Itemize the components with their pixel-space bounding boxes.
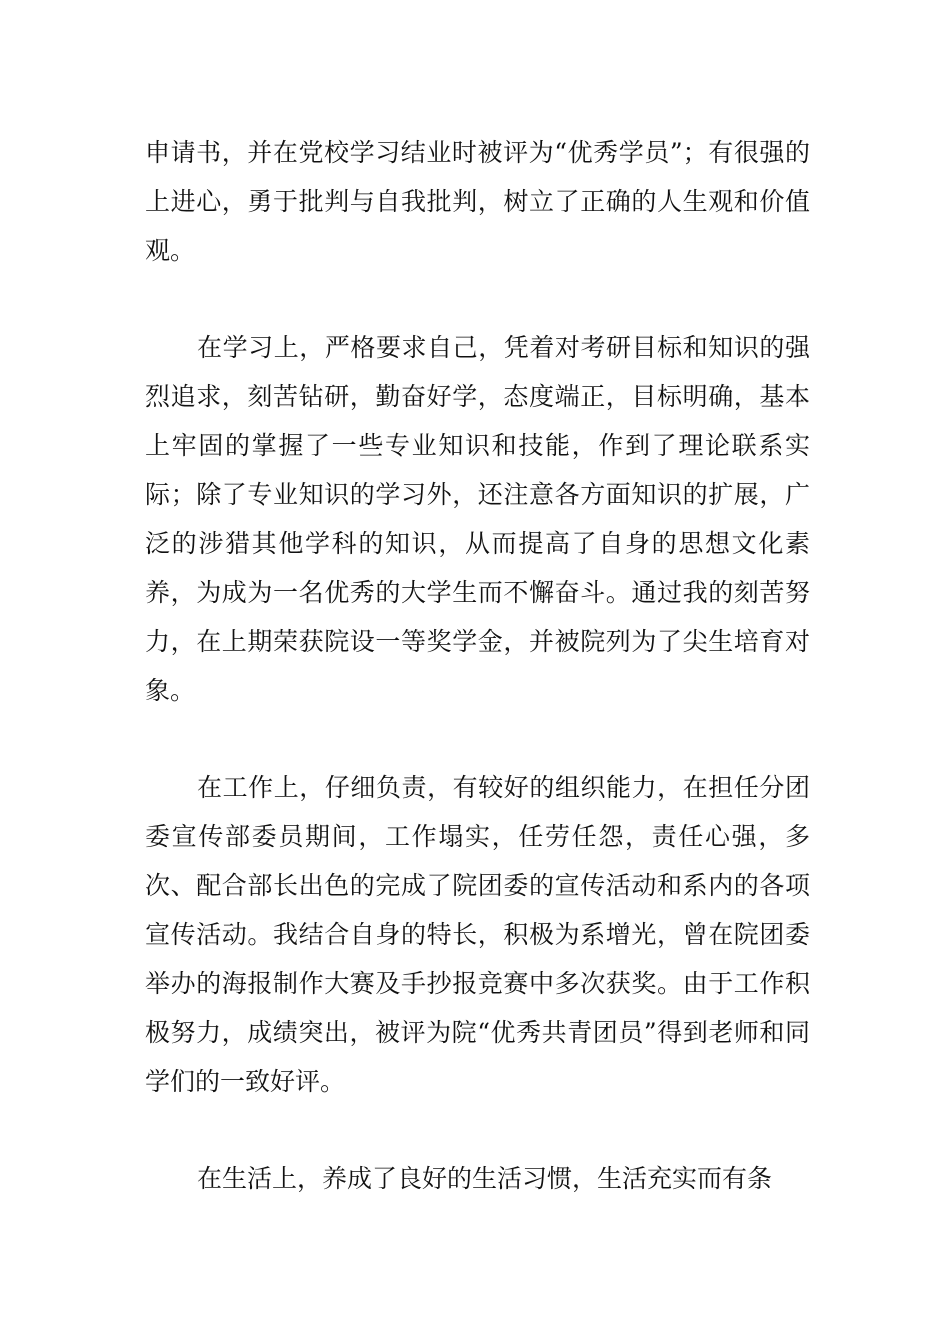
paragraph-work: 在工作上，仔细负责，有较好的组织能力，在担任分团委宣传部委员期间，工作塌实，任劳任怨，责任心强，多次、配合部长出色的完成了院团委的宣传活动和系内的各项宣传活动。我结合自身的特长，积极为系增光，曾在院团委举办的海报制作大赛及手抄报竞赛中多次获奖。由于工作积极努力，成绩突出，被评为院“优秀共青团员”得到老师和同学们的一致好评。	[145, 773, 810, 1096]
paragraph-life: 在生活上，养成了良好的生活习惯，生活充实而有条	[197, 1164, 773, 1193]
document-body	[145, 128, 810, 1203]
paragraph-continuation: 申请书，并在党校学习结业时被评为“优秀学员”；有很强的上进心，勇于批判与自我批判，树立了正确的人生观和价值观。	[145, 138, 810, 265]
paragraph-study: 在学习上，严格要求自己，凭着对考研目标和知识的强烈追求，刻苦钻研，勤奋好学，态度端正，目标明确，基本上牢固的掌握了一些专业知识和技能，作到了理论联系实际；除了专业知识的学习外，还注意各方面知识的扩展，广泛的涉猎其他学科的知识，从而提高了自身的思想文化素养，为成为一名优秀的大学生而不懈奋斗。通过我的刻苦努力，在上期荣获院设一等奖学金，并被院列为了尖生培育对象。	[145, 333, 810, 705]
